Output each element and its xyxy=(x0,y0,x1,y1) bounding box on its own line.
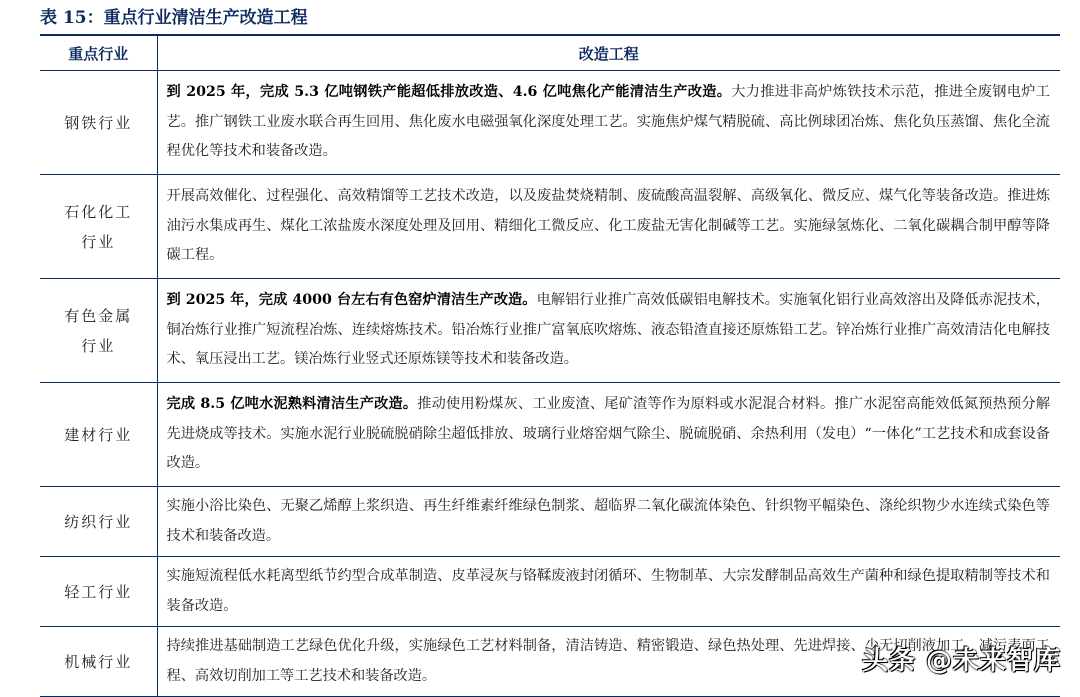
project-cell xyxy=(157,557,1060,627)
project-text: 开展高效催化、过程强化、高效精馏等工艺技术改造，以及废盐焚烧精制、废硫酸高温裂解、高级氧化、微反应、煤气化等装备改造。推进炼油污水集成再生、煤化工浓盐废水深度处理及回用、精细化工微反应、化工废盐无害化制碱等工艺。实施绿氢炼化、二氧化碳耦合制甲醇等降碳工程。 xyxy=(166,188,1050,264)
industry-cell: 纺织行业 xyxy=(40,487,157,557)
project-cell xyxy=(157,279,1060,383)
table-caption: 表 15：重点行业清洁生产改造工程 xyxy=(40,8,308,28)
table-row xyxy=(40,487,1060,557)
industry-cell: 有色金属行业 xyxy=(40,279,157,383)
industry-cell: 轻工行业 xyxy=(40,557,157,627)
table-row xyxy=(40,383,1060,487)
project-text: 实施短流程低水耗离型纸节约型合成革制造、皮革浸灰与铬鞣废液封闭循环、生物制革、大宗发酵制品高效生产菌种和绿色提取精制等技术和装备改造。 xyxy=(166,568,1050,614)
table-row xyxy=(40,175,1060,279)
table-row xyxy=(40,279,1060,383)
industry-cell: 机械行业 xyxy=(40,627,157,697)
project-text: 电解铝行业推广高效低碳铝电解技术。实施氧化铝行业高效溶出及降低赤泥技术，铜冶炼行业推广短流程冶炼、连续熔炼技术。铅冶炼行业推广富氧底吹熔炼、液态铅渣直接还原炼铅工艺。锌冶炼行业推广高效清洁化电解技术、氧压浸出工艺。镁冶炼行业竖式还原炼镁等技术和装备改造。 xyxy=(166,292,1050,368)
table-row xyxy=(40,627,1060,697)
project-cell xyxy=(157,175,1060,279)
table-header-row xyxy=(40,36,1060,71)
industry-cell: 石化化工行业 xyxy=(40,175,157,279)
project-highlight: 到 2025 年，完成 4000 台左右有色窑炉清洁生产改造。 xyxy=(166,292,537,309)
project-cell xyxy=(157,71,1060,175)
project-cell xyxy=(157,627,1060,697)
project-text: 实施小浴比染色、无聚乙烯醇上浆织造、再生纤维素纤维绿色制浆、超临界二氧化碳流体染色、针织物平幅染色、涤纶织物少水连续式染色等技术和装备改造。 xyxy=(166,498,1050,544)
clean-production-table xyxy=(40,36,1060,697)
project-text: 持续推进基础制造工艺绿色优化升级，实施绿色工艺材料制备，清洁铸造、精密锻造、绿色热处理、先进焊接、少无切削液加工、减污表面工程、高效切削加工等工艺技术和装备改造。 xyxy=(166,638,1050,684)
industry-cell: 建材行业 xyxy=(40,383,157,487)
project-text: 大力推进非高炉炼铁技术示范，推进全废钢电炉工艺。推广钢铁工业废水联合再生回用、焦化废水电磁强氧化深度处理工艺。实施焦炉煤气精脱硫、高比例球团冶炼、焦化负压蒸馏、焦化全流程优化等技术和装备改造。 xyxy=(166,84,1050,160)
project-highlight: 完成 8.5 亿吨水泥熟料清洁生产改造。 xyxy=(166,396,418,413)
industry-cell: 钢铁行业 xyxy=(40,71,157,175)
project-highlight: 到 2025 年，完成 5.3 亿吨钢铁产能超低排放改造、4.6 亿吨焦化产能清洁生产改造。 xyxy=(166,84,732,101)
header-industry: 重点行业 xyxy=(40,36,157,71)
table-row xyxy=(40,71,1060,175)
project-text: 推动使用粉煤灰、工业废渣、尾矿渣等作为原料或水泥混合材料。推广水泥窑高能效低氮预热预分解先进烧成等技术。实施水泥行业脱硫脱硝除尘超低排放、玻璃行业熔窑烟气除尘、脱硫脱硝、余热利用（发电）“一体化”工艺技术和成套设备改造。 xyxy=(166,396,1051,472)
header-project: 改造工程 xyxy=(157,36,1060,71)
project-cell xyxy=(157,383,1060,487)
project-cell xyxy=(157,487,1060,557)
table-row xyxy=(40,557,1060,627)
watermark-text: 头条 @未来智库 xyxy=(862,646,1062,676)
